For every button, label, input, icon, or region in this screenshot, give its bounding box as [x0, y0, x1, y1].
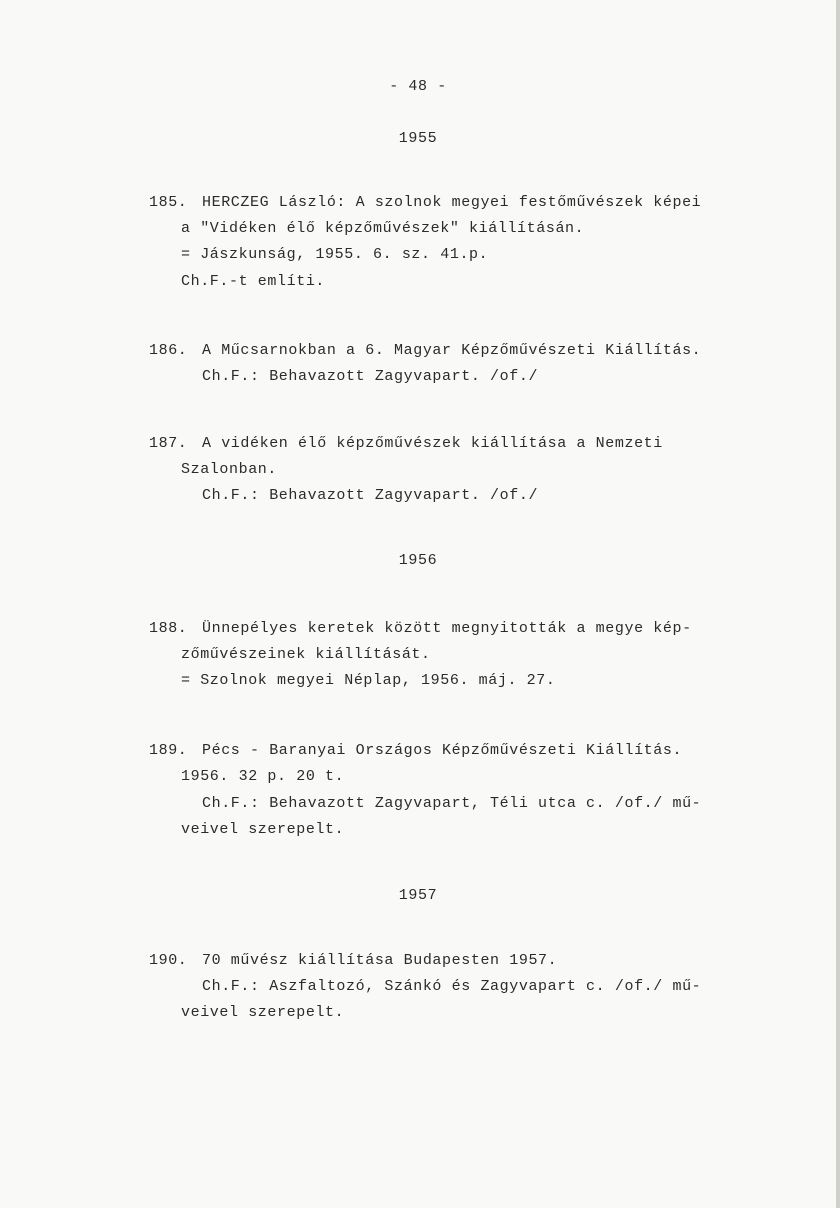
entry-number: 186. — [149, 342, 188, 359]
entry-line: A Műcsarnokban a 6. Magyar Képzőművészeti Kiállítás. — [202, 342, 702, 359]
year-heading-1956: 1956 — [398, 552, 438, 569]
entry-line: = Jászkunság, 1955. 6. sz. 41.p. — [181, 246, 489, 263]
year-heading-1955: 1955 — [398, 130, 438, 147]
entry-number: 189. — [149, 742, 188, 759]
entry-line: a "Vidéken élő képzőművészek" kiállításán. — [181, 220, 585, 237]
entry-line: Pécs - Baranyai Országos Képzőművészeti Kiállítás. — [202, 742, 683, 759]
entry-line: Ch.F.: Aszfaltozó, Szánkó és Zagyvapart c. /of./ mű- — [202, 978, 702, 995]
entry-number: 185. — [149, 194, 188, 211]
entry-number: 187. — [149, 435, 188, 452]
entry-line: Ch.F.: Behavazott Zagyvapart, Téli utca c. /of./ mű- — [202, 795, 702, 812]
year-heading-1957: 1957 — [398, 887, 438, 904]
entry-line: veivel szerepelt. — [181, 1004, 345, 1021]
entry-line: Ch.F.-t említi. — [181, 273, 326, 290]
entry-line: Ünnepélyes keretek között megnyitották a megye kép- — [202, 620, 692, 637]
entry-line: Szalonban. — [181, 461, 278, 478]
entry-line: zőművészeinek kiállítását. — [181, 646, 431, 663]
entry-line: Ch.F.: Behavazott Zagyvapart. /of./ — [202, 368, 539, 385]
entry-line: veivel szerepelt. — [181, 821, 345, 838]
entry-line: 1956. 32 p. 20 t. — [181, 768, 345, 785]
entry-line: 70 művész kiállítása Budapesten 1957. — [202, 952, 558, 969]
page-number: - 48 - — [389, 78, 447, 95]
entry-line: A vidéken élő képzőművészek kiállítása a Nemzeti — [202, 435, 663, 452]
entry-line: Ch.F.: Behavazott Zagyvapart. /of./ — [202, 487, 539, 504]
entry-line: HERCZEG László: A szolnok megyei festőművészek képei — [202, 194, 702, 211]
entry-line: = Szolnok megyei Néplap, 1956. máj. 27. — [181, 672, 556, 689]
entry-number: 188. — [149, 620, 188, 637]
page-edge — [836, 0, 840, 1208]
entry-number: 190. — [149, 952, 188, 969]
